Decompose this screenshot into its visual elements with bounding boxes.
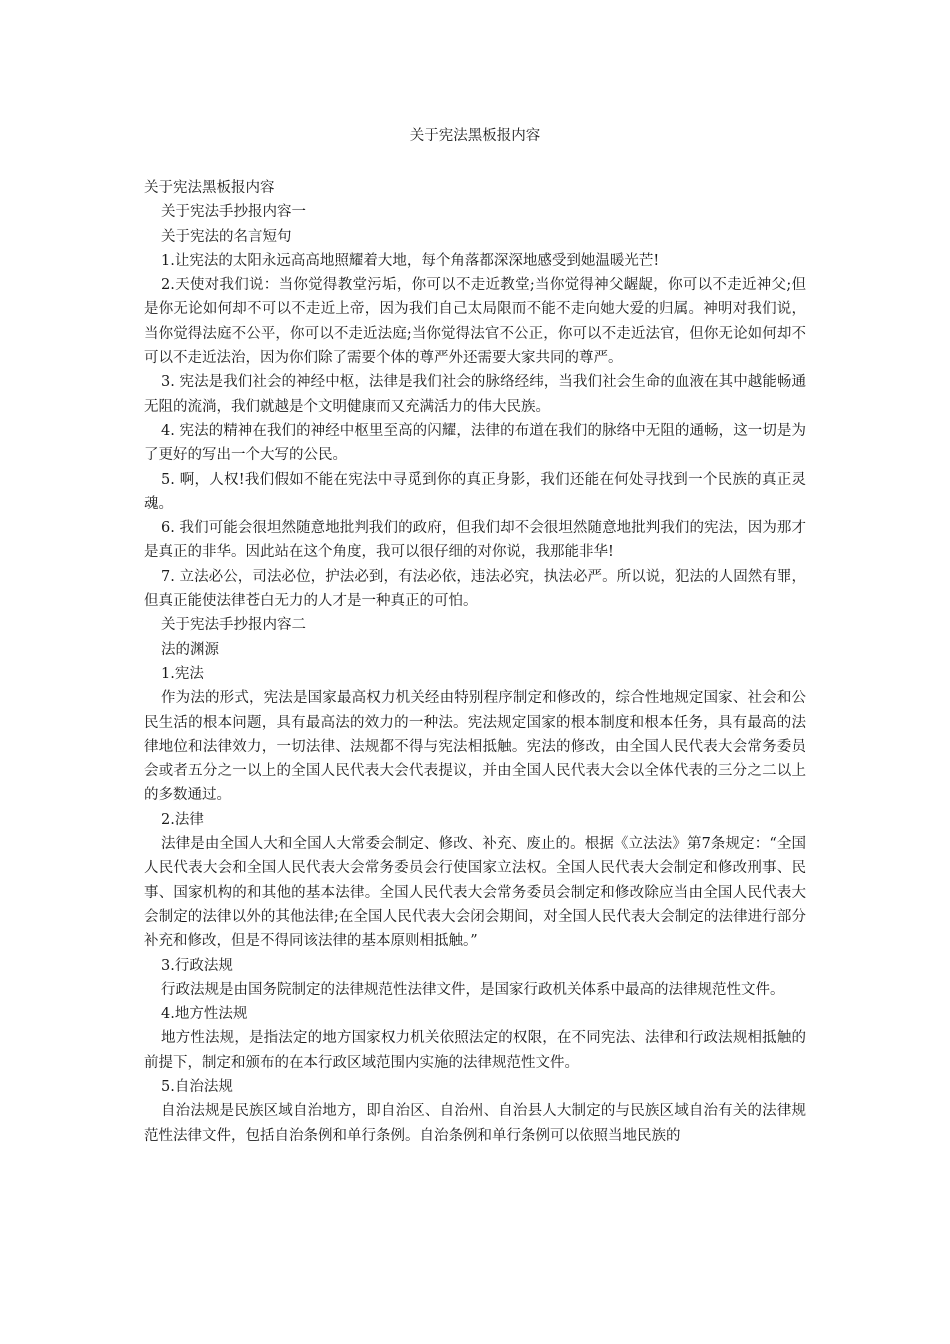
paragraph: 1.宪法 <box>161 665 204 682</box>
paragraph: 作为法的形式，宪法是国家最高权力机关经由特别程序制定和修改的，综合性地规定国家、社会和公民生活的根本问题，具有最高法的效力的一种法。宪法规定国家的根本制度和根本任务，具有最高的法律地位和法律效力，一切法律、法规都不得与宪法相抵触。宪法的修改，由全国人民代表大会常务委员会或者五分之一以上的全国人民代表大会代表提议，并由全国人民代表大会以全体代表的三分之二以上的多数通过。 <box>144 690 806 804</box>
document-title: 关于宪法黑板报内容 <box>409 128 541 144</box>
paragraph: 2.法律 <box>161 811 204 828</box>
paragraph: 4. 宪法的精神在我们的神经中枢里至高的闪耀，法律的布道在我们的脉络中无阻的通畅，这一切是为了更好的写出一个大写的公民。 <box>144 422 806 464</box>
paragraph: 关于宪法黑板报内容 <box>144 180 275 196</box>
paragraph: 自治法规是民族区域自治地方，即自治区、自治州、自治县人大制定的与民族区域自治有关的法律规范性法律文件，包括自治条例和单行条例。自治条例和单行条例可以依照当地民族的 <box>144 1103 806 1144</box>
paragraph: 关于宪法的名言短句 <box>161 228 292 245</box>
paragraph: 3.行政法规 <box>161 957 233 974</box>
paragraph: 6. 我们可能会很坦然随意地批判我们的政府，但我们却不会很坦然随意地批判我们的宪法，因为那才是真正的非华。因此站在这个角度，我可以很仔细的对你说，我那能非华! <box>144 520 806 561</box>
paragraph: 5. 啊，人权!我们假如不能在宪法中寻觅到你的真正身影，我们还能在何处寻找到一个民族的真正灵魂。 <box>144 471 806 512</box>
paragraph: 4.地方性法规 <box>161 1006 248 1023</box>
paragraph: 关于宪法手抄报内容一 <box>161 204 306 221</box>
paragraph: 7. 立法必公，司法必位，护法必到，有法必依，违法必究，执法必严。所以说，犯法的人固然有罪，但真正能使法律苍白无力的人才是一种真正的可怕。 <box>144 568 806 610</box>
paragraph: 3. 宪法是我们社会的神经中枢，法律是我们社会的脉络经纬，当我们社会生命的血液在其中越能畅通无阻的流淌，我们就越是个文明健康而又充满活力的伟大民族。 <box>144 374 806 415</box>
document-body <box>144 176 806 1148</box>
paragraph: 法律是由全国人大和全国人大常委会制定、修改、补充、废止的。根据《立法法》第7条规定：“全国人民代表大会和全国人民代表大会常务委员会行使国家立法权。全国人民代表大会制定和修改刑事、民事、国家机构的和其他的基本法律。全国人民代表大会常务委员会制定和修改除应当由全国人民代表大会制定的法律以外的其他法律;在全国人民代表大会闭会期间，对全国人民代表大会制定的法律进行部分补充和修改，但是不得同该法律的基本原则相抵触。” <box>144 836 806 950</box>
paragraph: 地方性法规，是指法定的地方国家权力机关依照法定的权限，在不同宪法、法律和行政法规相抵触的前提下，制定和颁布的在本行政区域范围内实施的法律规范性文件。 <box>144 1030 806 1071</box>
paragraph: 行政法规是由国务院制定的法律规范性法律文件，是国家行政机关体系中最高的法律规范性文件。 <box>161 981 785 998</box>
paragraph: 5.自治法规 <box>161 1078 233 1095</box>
paragraph: 1.让宪法的太阳永远高高地照耀着大地，每个角落都深深地感受到她温暖光芒! <box>161 252 660 269</box>
paragraph: 关于宪法手抄报内容二 <box>161 617 306 634</box>
paragraph: 法的渊源 <box>161 641 219 658</box>
paragraph: 2.天使对我们说：当你觉得教堂污垢，你可以不走近教堂;当你觉得神父龌龊，你可以不走近神父;但是你无论如何却不可以不走近上帝，因为我们自己太局限而不能不走向她大爱的归属。神明对我们说，当你觉得法庭不公平，你可以不走近法庭;当你觉得法官不公正，你可以不走近法官，但你无论如何却不可以不走近法治，因为你们除了需要个体的尊严外还需要大家共同的尊严。 <box>144 277 806 367</box>
